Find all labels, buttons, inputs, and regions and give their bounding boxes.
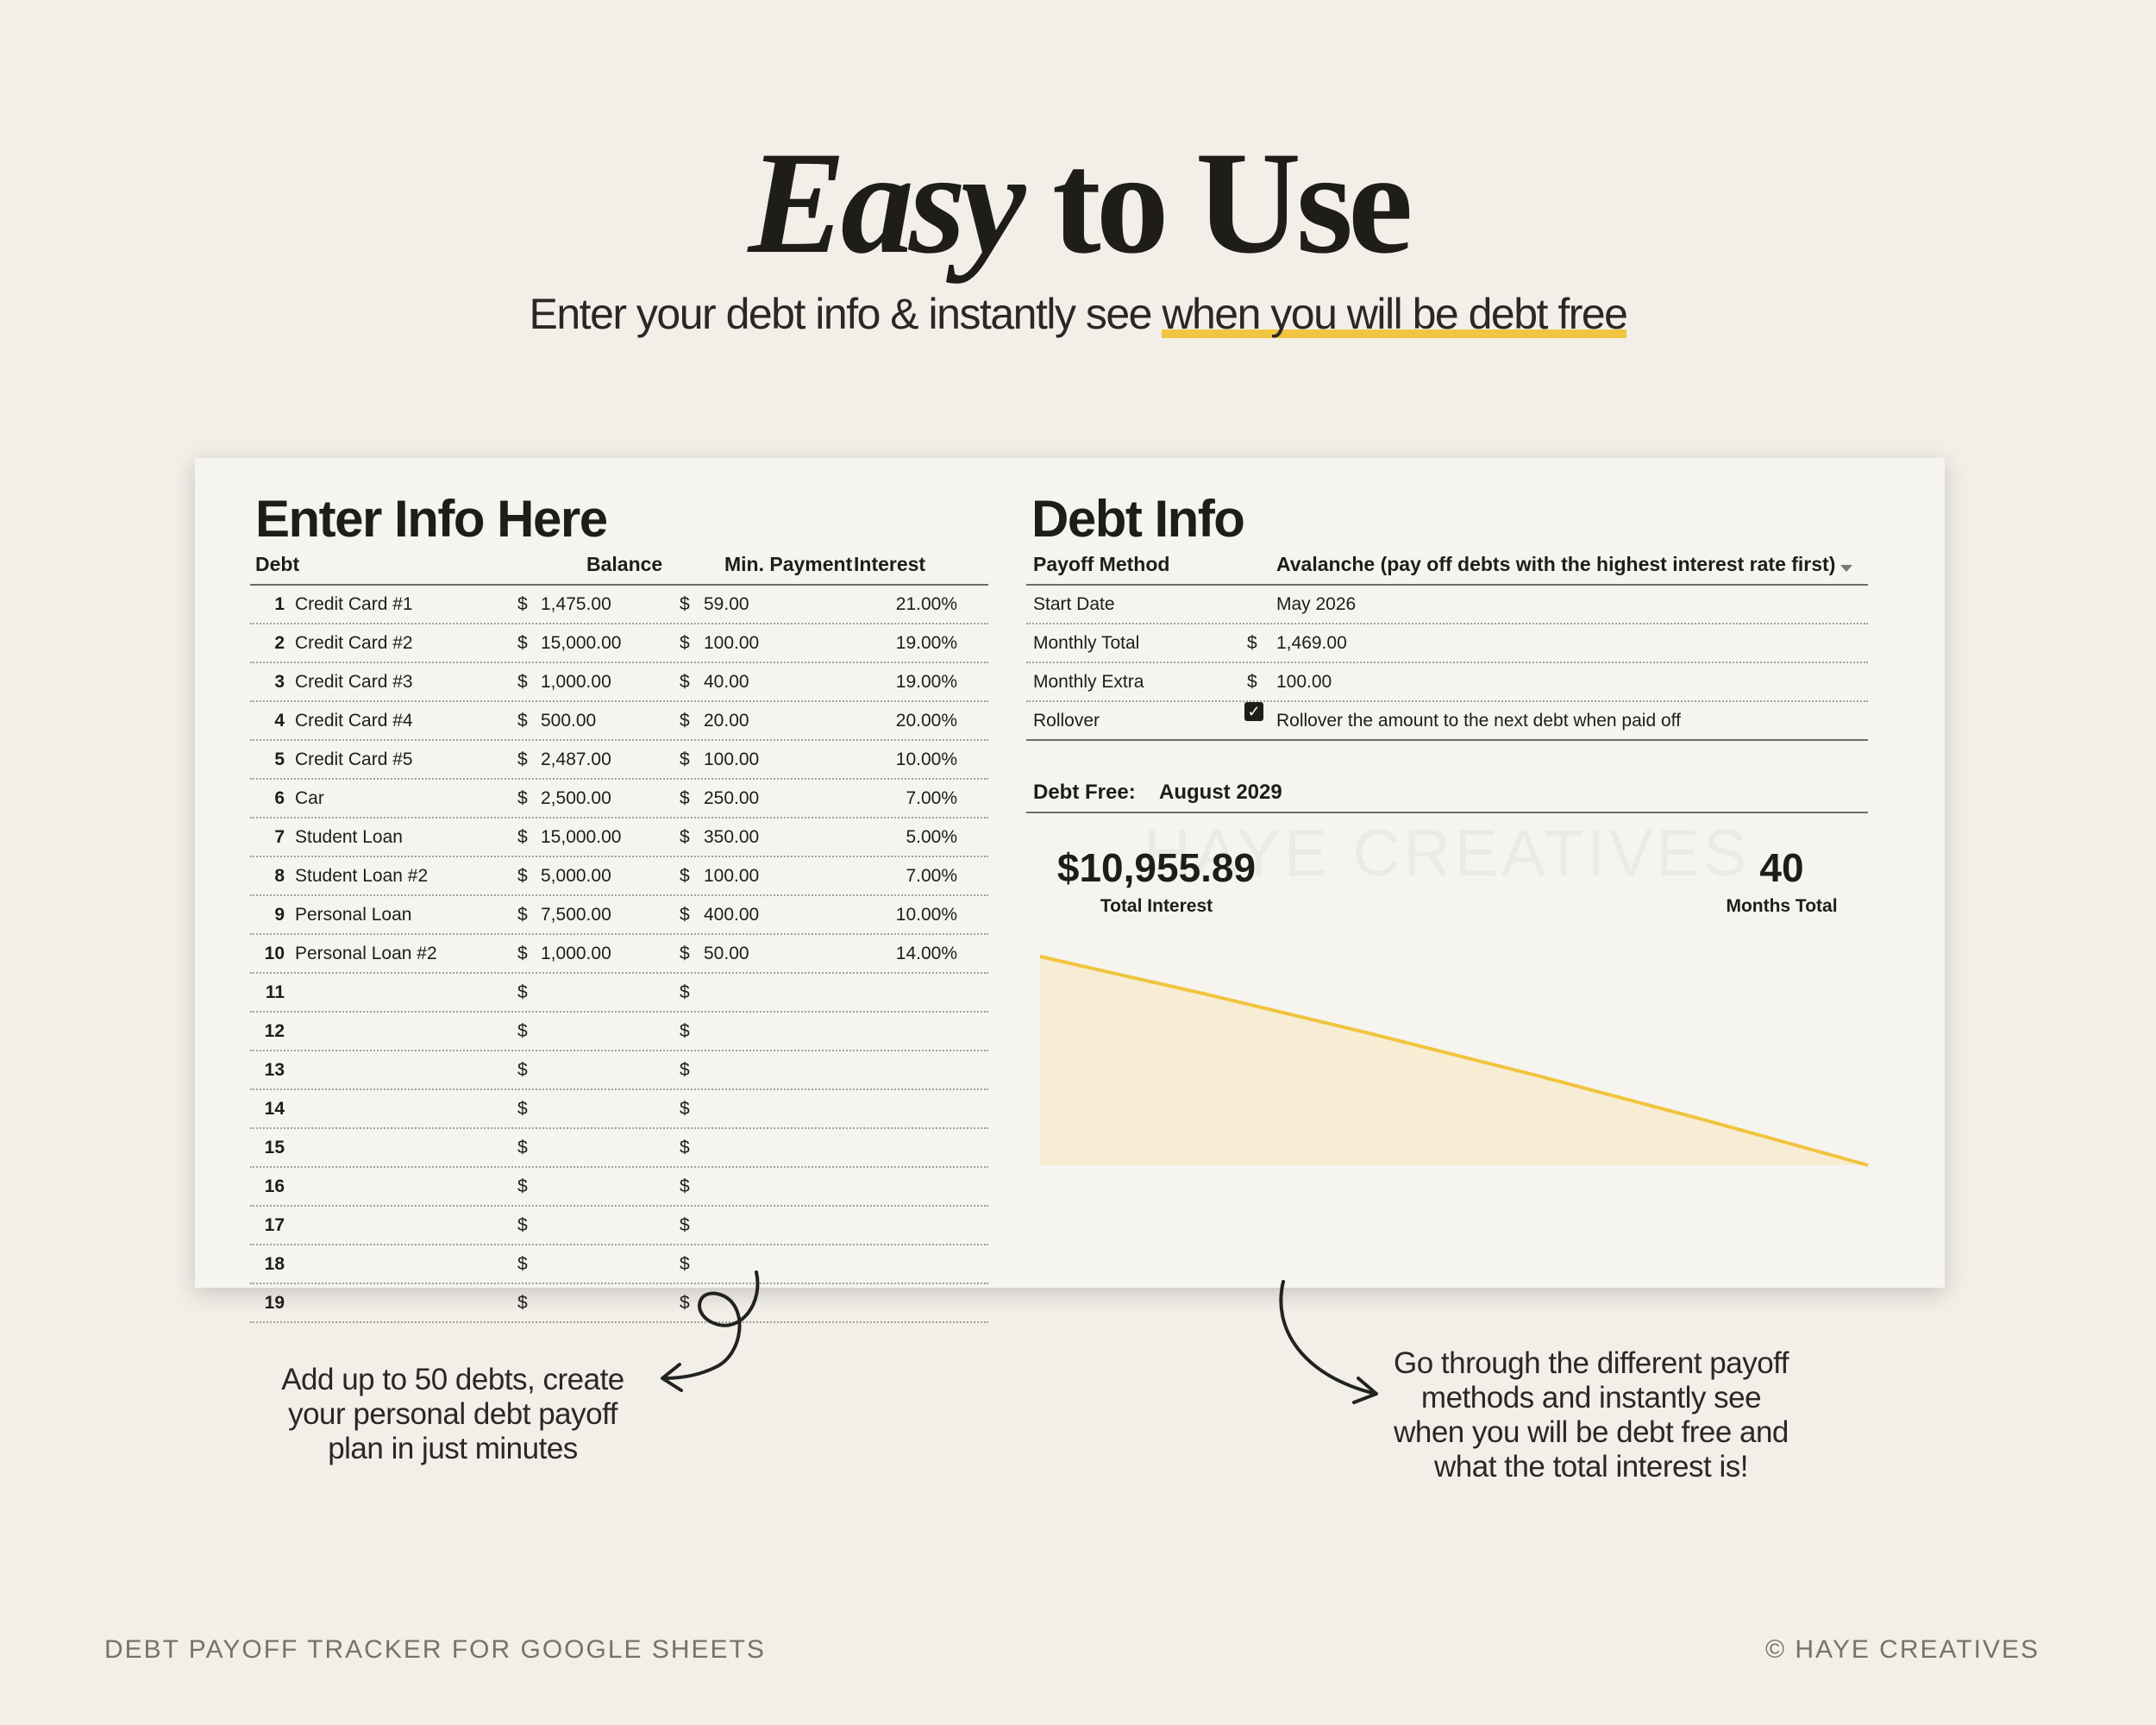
- monthly-total-currency: $: [1247, 633, 1257, 653]
- min-payment-currency: $: [680, 827, 690, 847]
- min-payment-input[interactable]: 59.00: [704, 594, 749, 614]
- debt-row[interactable]: [250, 1284, 988, 1323]
- debt-row[interactable]: [250, 663, 988, 702]
- min-payment-input[interactable]: 50.00: [704, 944, 749, 963]
- debt-number: 8: [274, 866, 285, 886]
- debt-name-input[interactable]: Personal Loan: [295, 905, 412, 925]
- debt-row[interactable]: [250, 624, 988, 663]
- callout-right: [1371, 1346, 1811, 1484]
- chart-area: [1040, 957, 1868, 1165]
- callout-right-line-3: when you will be debt free and: [1394, 1415, 1789, 1449]
- payoff-chart: [1040, 950, 1868, 1165]
- min-payment-currency: $: [680, 788, 690, 808]
- debt-name-input[interactable]: Credit Card #2: [295, 633, 413, 653]
- monthly-total-value: 1,469.00: [1276, 633, 1347, 653]
- debt-number: 7: [274, 827, 285, 847]
- callout-left-line-3: plan in just minutes: [328, 1432, 578, 1465]
- debt-number: 12: [264, 1021, 285, 1041]
- monthly-extra-row: [1026, 663, 1868, 702]
- min-payment-input[interactable]: 400.00: [704, 905, 760, 925]
- min-payment-currency: $: [680, 944, 690, 963]
- min-payment-currency: $: [680, 1254, 690, 1274]
- months-total-stat: [1695, 845, 1868, 917]
- min-payment-input[interactable]: 40.00: [704, 672, 749, 692]
- chevron-down-icon[interactable]: [1840, 565, 1852, 572]
- rollover-row: [1026, 702, 1868, 741]
- interest-input[interactable]: 19.00%: [895, 633, 957, 653]
- min-payment-currency: $: [680, 982, 690, 1002]
- total-interest-stat: [1031, 845, 1282, 917]
- rollover-text: Rollover the amount to the next debt when paid off: [1276, 711, 1681, 731]
- start-date-row: [1026, 586, 1868, 624]
- debt-name-input[interactable]: Credit Card #1: [295, 594, 413, 614]
- interest-input[interactable]: 7.00%: [906, 866, 957, 886]
- rollover-checkbox[interactable]: ✓: [1244, 702, 1263, 721]
- hero-title-rest: to Use: [1052, 122, 1408, 284]
- balance-input[interactable]: 1,000.00: [541, 672, 611, 692]
- debt-name-input[interactable]: Student Loan: [295, 827, 403, 847]
- min-payment-currency: $: [680, 1021, 690, 1041]
- balance-currency: $: [517, 1293, 528, 1313]
- enter-info-title: Enter Info Here: [255, 490, 607, 548]
- balance-currency: $: [517, 711, 528, 731]
- payoff-method-row[interactable]: [1026, 553, 1868, 586]
- min-payment-currency: $: [680, 1060, 690, 1080]
- balance-input[interactable]: 1,475.00: [541, 594, 611, 614]
- debt-free-value: August 2029: [1159, 781, 1282, 804]
- debt-row[interactable]: [250, 896, 988, 935]
- col-balance-header: Balance: [586, 553, 663, 575]
- balance-input[interactable]: 5,000.00: [541, 866, 611, 886]
- debt-name-input[interactable]: Credit Card #4: [295, 711, 413, 731]
- debt-table: [250, 553, 988, 1323]
- footer-copyright: © HAYE CREATIVES: [1764, 1635, 2040, 1664]
- debt-row[interactable]: [250, 780, 988, 819]
- debt-row[interactable]: [250, 1013, 988, 1051]
- debt-row[interactable]: [250, 702, 988, 741]
- debt-row[interactable]: [250, 1129, 988, 1168]
- curly-arrow-left-icon: [655, 1268, 785, 1427]
- debt-name-input[interactable]: Student Loan #2: [295, 866, 429, 886]
- debt-row[interactable]: [250, 1090, 988, 1129]
- curved-arrow-right-icon: [1268, 1276, 1388, 1414]
- debt-row[interactable]: [250, 1051, 988, 1090]
- balance-currency: $: [517, 1099, 528, 1119]
- debt-info-table: [1026, 553, 1868, 741]
- balance-input[interactable]: 2,487.00: [541, 750, 611, 769]
- debt-table-header: [250, 553, 988, 586]
- rollover-label: Rollover: [1033, 711, 1100, 731]
- debt-number: 15: [264, 1138, 285, 1157]
- debt-free-row: [1026, 777, 1868, 813]
- balance-input[interactable]: 2,500.00: [541, 788, 611, 808]
- min-payment-currency: $: [680, 866, 690, 886]
- balance-currency: $: [517, 1215, 528, 1235]
- balance-input[interactable]: 7,500.00: [541, 905, 611, 925]
- debt-number: 10: [264, 944, 285, 963]
- interest-input[interactable]: 19.00%: [895, 672, 957, 692]
- debt-number: 4: [274, 711, 285, 731]
- min-payment-currency: $: [680, 1138, 690, 1157]
- min-payment-currency: $: [680, 633, 690, 653]
- balance-input[interactable]: 15,000.00: [541, 633, 622, 653]
- footer-product-name: DEBT PAYOFF TRACKER FOR GOOGLE SHEETS: [104, 1635, 766, 1664]
- balance-currency: $: [517, 1176, 528, 1196]
- balance-currency: $: [517, 594, 528, 614]
- interest-input[interactable]: 20.00%: [895, 711, 957, 731]
- min-payment-currency: $: [680, 1215, 690, 1235]
- debt-row[interactable]: [250, 586, 988, 624]
- interest-input[interactable]: 21.00%: [895, 594, 957, 614]
- hero-subtitle-start: Enter your debt info & instantly see: [529, 290, 1163, 338]
- debt-free-label: Debt Free:: [1033, 781, 1136, 804]
- min-payment-currency: $: [680, 750, 690, 769]
- debt-number: 2: [274, 633, 285, 653]
- start-date-label: Start Date: [1033, 594, 1115, 614]
- hero-subtitle: [0, 289, 2156, 339]
- min-payment-currency: $: [680, 1099, 690, 1119]
- interest-input[interactable]: 10.00%: [895, 750, 957, 769]
- debt-name-input[interactable]: Credit Card #5: [295, 750, 413, 769]
- debt-number: 11: [265, 982, 285, 1002]
- min-payment-input[interactable]: 250.00: [704, 788, 760, 808]
- balance-currency: $: [517, 750, 528, 769]
- interest-input[interactable]: 10.00%: [895, 905, 957, 925]
- balance-input[interactable]: 500.00: [541, 711, 597, 731]
- hero-title: [0, 122, 2156, 284]
- balance-currency: $: [517, 982, 528, 1002]
- min-payment-currency: $: [680, 1293, 690, 1313]
- monthly-total-row: [1026, 624, 1868, 663]
- payoff-method-label: Payoff Method: [1033, 553, 1170, 575]
- monthly-extra-input[interactable]: 100.00: [1276, 672, 1332, 692]
- spreadsheet-panel: [195, 458, 1945, 1313]
- debt-row[interactable]: [250, 974, 988, 1013]
- debt-name-input[interactable]: Car: [295, 788, 324, 808]
- debt-info-title: Debt Info: [1031, 490, 1244, 548]
- min-payment-input[interactable]: 350.00: [704, 827, 760, 847]
- min-payment-currency: $: [680, 905, 690, 925]
- debt-name-input[interactable]: Credit Card #3: [295, 672, 413, 692]
- debt-number: 14: [264, 1099, 285, 1119]
- debt-number: 18: [264, 1254, 285, 1274]
- balance-currency: $: [517, 1021, 528, 1041]
- debt-number: 17: [264, 1215, 285, 1235]
- balance-currency: $: [517, 1138, 528, 1157]
- debt-row[interactable]: [250, 1168, 988, 1207]
- interest-input[interactable]: 5.00%: [906, 827, 957, 847]
- callout-left: [241, 1363, 664, 1466]
- balance-currency: $: [517, 944, 528, 963]
- min-payment-input[interactable]: 100.00: [704, 633, 760, 653]
- total-interest-label: Total Interest: [1100, 896, 1213, 916]
- debt-row[interactable]: [250, 741, 988, 780]
- total-interest-value: $10,955.89: [1056, 845, 1257, 890]
- col-interest-header: Interest: [854, 553, 926, 575]
- min-payment-currency: $: [680, 711, 690, 731]
- balance-currency: $: [517, 905, 528, 925]
- min-payment-currency: $: [680, 672, 690, 692]
- interest-input[interactable]: 14.00%: [895, 944, 957, 963]
- balance-currency: $: [517, 788, 528, 808]
- balance-currency: $: [517, 827, 528, 847]
- start-date-input[interactable]: May 2026: [1276, 594, 1357, 614]
- balance-currency: $: [517, 866, 528, 886]
- interest-input[interactable]: 7.00%: [906, 788, 957, 808]
- debt-number: 13: [264, 1060, 285, 1080]
- balance-input[interactable]: 15,000.00: [541, 827, 622, 847]
- min-payment-currency: $: [680, 1176, 690, 1196]
- balance-currency: $: [517, 1060, 528, 1080]
- callout-left-line-2: your personal debt payoff: [288, 1397, 617, 1431]
- debt-number: 19: [264, 1293, 285, 1313]
- hero-subtitle-highlight: when you will be debt free: [1162, 290, 1627, 338]
- months-total-label: Months Total: [1726, 896, 1838, 916]
- debt-row[interactable]: [250, 935, 988, 974]
- months-total-value: 40: [1759, 845, 1804, 890]
- callout-right-line-2: methods and instantly see: [1420, 1381, 1762, 1414]
- balance-currency: $: [517, 1254, 528, 1274]
- min-payment-input[interactable]: 100.00: [704, 866, 760, 886]
- monthly-extra-currency: $: [1247, 672, 1257, 692]
- callout-left-line-1: Add up to 50 debts, create: [281, 1363, 624, 1396]
- debt-number: 9: [274, 905, 285, 925]
- balance-currency: $: [517, 633, 528, 653]
- min-payment-input[interactable]: 20.00: [704, 711, 749, 731]
- monthly-total-label: Monthly Total: [1033, 633, 1140, 653]
- debt-number: 3: [274, 672, 285, 692]
- debt-row[interactable]: [250, 857, 988, 896]
- balance-input[interactable]: 1,000.00: [541, 944, 611, 963]
- debt-row[interactable]: [250, 819, 988, 857]
- callout-right-line-1: Go through the different payoff: [1394, 1346, 1789, 1380]
- debt-number: 5: [274, 750, 285, 769]
- payoff-method-select[interactable]: Avalanche (pay off debts with the highest interest rate first): [1276, 553, 1836, 575]
- hero-title-italic: Easy: [748, 122, 1021, 284]
- col-debt-header: Debt: [255, 553, 300, 575]
- debt-row[interactable]: [250, 1207, 988, 1245]
- debt-number: 6: [274, 788, 285, 808]
- min-payment-input[interactable]: 100.00: [704, 750, 760, 769]
- debt-name-input[interactable]: Personal Loan #2: [295, 944, 437, 963]
- debt-number: 1: [274, 594, 285, 614]
- debt-rows: [250, 586, 988, 1323]
- min-payment-currency: $: [680, 594, 690, 614]
- callout-right-line-4: what the total interest is!: [1434, 1450, 1748, 1484]
- monthly-extra-label: Monthly Extra: [1033, 672, 1144, 692]
- debt-number: 16: [264, 1176, 285, 1196]
- debt-row[interactable]: [250, 1245, 988, 1284]
- balance-currency: $: [517, 672, 528, 692]
- col-min-payment-header: Min. Payment: [724, 553, 853, 575]
